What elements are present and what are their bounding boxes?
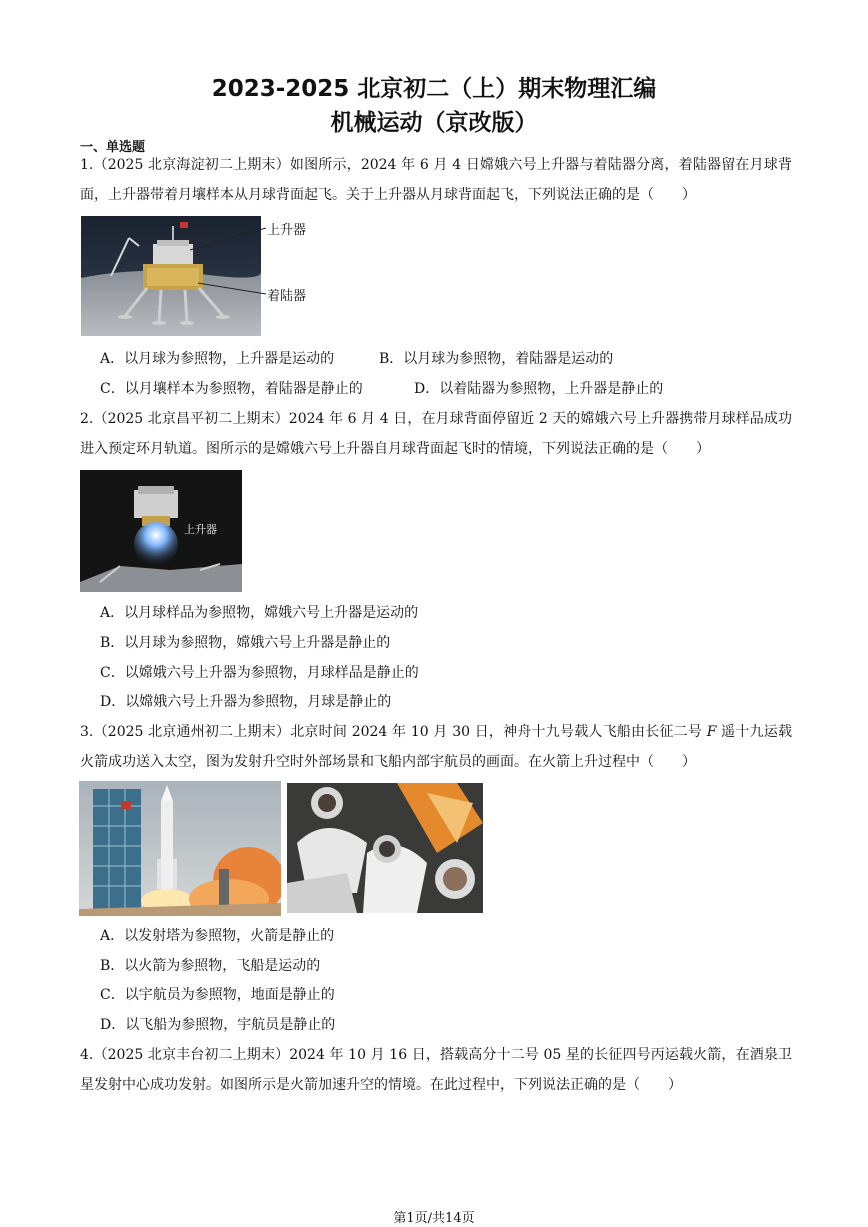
question-3-option-d[interactable]: D．以飞船为参照物，宇航员是静止的 <box>100 1017 336 1033</box>
question-1-option-d[interactable]: D．以着陆器为参照物，上升器是静止的 <box>414 381 664 397</box>
question-1-option-b[interactable]: B．以月球为参照物，着陆器是运动的 <box>379 351 614 367</box>
question-1-option-c[interactable]: C．以月壤样本为参照物，着陆器是静止的 <box>100 381 363 397</box>
document-title-line1: 2023-2025 北京初二（上）期末物理汇编 <box>211 76 657 102</box>
question-4-stem: 4.（2025 北京丰台初二上期末）2024 年 10 月 16 日，搭载高分十二号 05 星的长征四号丙运载火箭，在酒泉卫星发射中心成功发射。如图所示是火箭加速升空的情境。在此过程中，下列说法正确的是（ ） <box>80 1047 792 1093</box>
question-2-option-c[interactable]: C．以嫦娥六号上升器为参照物，月球样品是静止的 <box>100 665 419 681</box>
question-2-stem: 2.（2025 北京昌平初二上期末）2024 年 6 月 4 日，在月球背面停留近 2 天的嫦娥六号上升器携带月球样品成功进入预定环月轨道。图所示的是嫦娥六号上升器自月球背面起飞时的情境，下列说法正确的是（ ） <box>80 411 792 457</box>
callout-lander: 着陆器 <box>267 289 307 304</box>
question-3-option-c[interactable]: C．以宇航员为参照物，地面是静止的 <box>100 987 335 1003</box>
callout-ascender-q2: 上升器 <box>184 523 217 536</box>
page-footer: 第1页/共14页 <box>393 1211 475 1226</box>
question-3-stem <box>80 717 792 777</box>
question-3-stem-before: 3.（2025 北京通州初二上期末）北京时间 2024 年 10 月 30 日，神舟十九号载人飞船由长征二号 <box>80 724 707 740</box>
section-label: 一、单选题 <box>80 140 146 155</box>
question-3-photo-astronauts <box>287 783 483 913</box>
callout-ascender: 上升器 <box>267 223 307 238</box>
document-title-line2: 机械运动（京改版） <box>330 110 538 136</box>
question-2-option-b[interactable]: B．以月球为参照物，嫦娥六号上升器是静止的 <box>100 635 391 651</box>
question-3-photo-rocket-launch <box>79 781 281 916</box>
question-1-stem: 1.（2025 北京海淀初二上期末）如图所示，2024 年 6 月 4 日嫦娥六号上升器与着陆器分离，着陆器留在月球背面，上升器带着月壤样本从月球背面起飞。关于上升器从月球背面起飞，下列说法正确的是（ ） <box>80 157 792 203</box>
question-2-option-d[interactable]: D．以嫦娥六号上升器为参照物，月球是静止的 <box>100 694 392 710</box>
question-1-option-a[interactable]: A．以月球为参照物，上升器是运动的 <box>100 351 335 367</box>
question-2-photo-ascender-launch <box>80 470 242 592</box>
question-3-stem-italic: F <box>706 724 717 740</box>
question-3-option-a[interactable]: A．以发射塔为参照物，火箭是静止的 <box>100 928 335 944</box>
question-1-options-row1 <box>100 349 613 369</box>
question-3-stem-after: 遥十九运载火箭成功送入太空，图为发射升空时外部场景和飞船内部宇航员的画面。在火箭上升过程中（ ） <box>80 724 793 770</box>
question-3-option-b[interactable]: B．以火箭为参照物，飞船是运动的 <box>100 958 321 974</box>
question-1-options-row2 <box>100 379 663 399</box>
question-2-option-a[interactable]: A．以月球样品为参照物，嫦娥六号上升器是运动的 <box>100 605 419 621</box>
